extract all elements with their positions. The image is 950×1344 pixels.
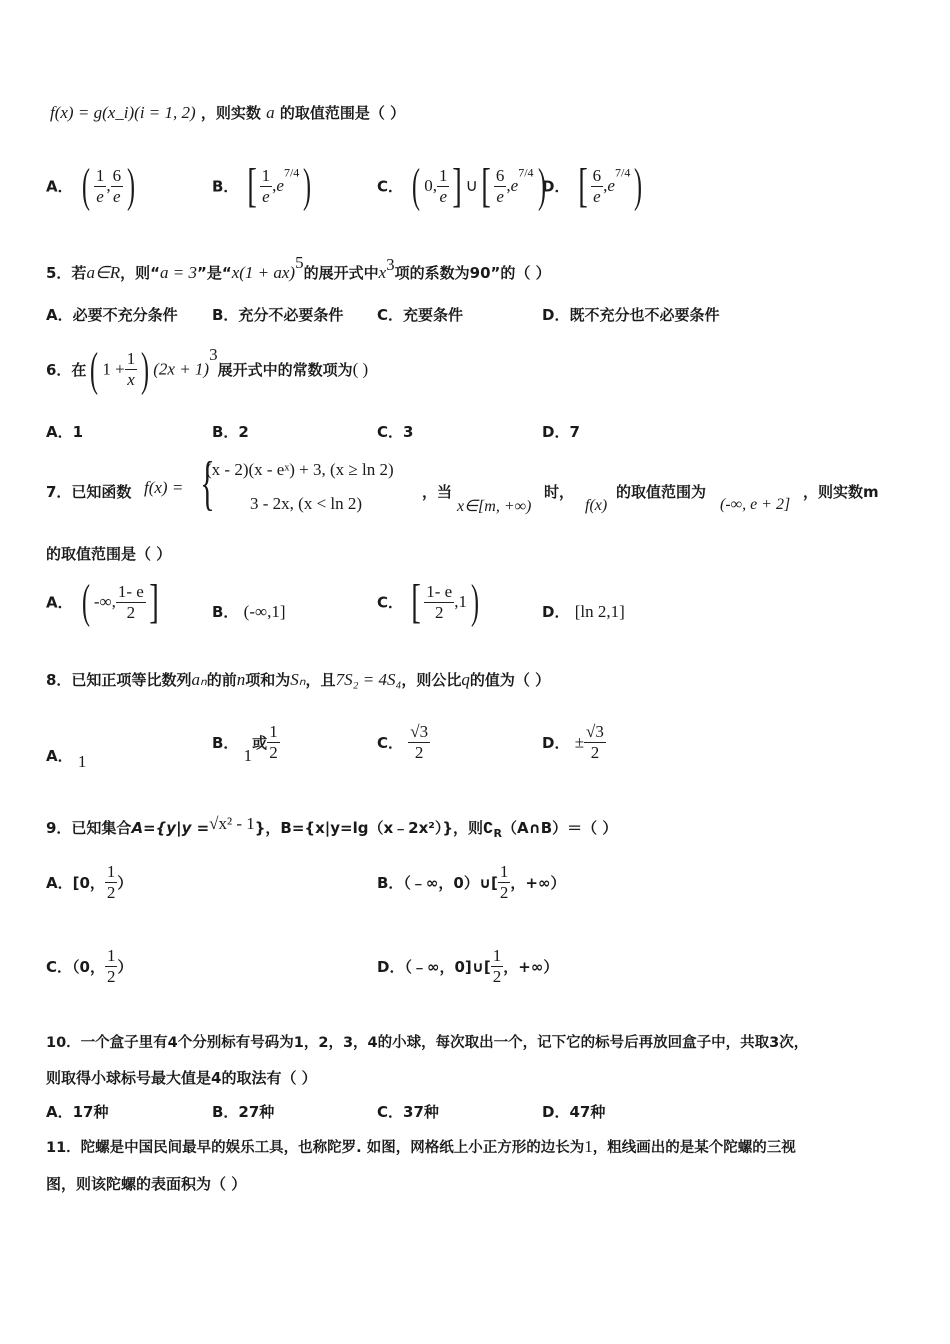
- q7-shi: 时，: [544, 483, 575, 501]
- q4-stem: f(x) = g(x_i)(i = 1, 2) ，则实数 a 的取值范围是（ ）: [50, 103, 406, 122]
- q7-domain: x∈[m, +∞): [457, 498, 532, 515]
- q7-fx2: f(x): [585, 497, 608, 514]
- q7-num: 7．已知函数: [46, 483, 132, 501]
- q7-when: ，当: [422, 483, 453, 501]
- q10-line1: 10．一个盒子里有4个分别标有号码为1，2，3，4的小球，每次取出一个，记下它的标号后再放回盒子中，共取3次，: [46, 1035, 809, 1051]
- q7-option-d[interactable]: D． [ln 2,1]: [542, 602, 625, 621]
- q7-option-b[interactable]: B． (-∞,1]: [212, 602, 286, 621]
- q7-fx: f(x) =: [144, 478, 184, 497]
- q7-piece1: (x - 2)(x - eˣ) + 3, (x ≥ ln 2): [206, 460, 394, 479]
- q4-option-c[interactable]: C． ( 0, $\frac{1}{e}$ ] ∪[ $\frac{6}{e}$ $,e^{7/4}$): [377, 159, 546, 212]
- q6-option-b[interactable]: B．2: [212, 423, 249, 441]
- q9-option-c[interactable]: C．（0， $\frac{1}{2}$ ）: [46, 946, 133, 986]
- q6-option-d[interactable]: D．7: [542, 423, 580, 441]
- q6-option-c[interactable]: C．3: [377, 423, 414, 441]
- q4-stem-math: f(x) = g(x_i)(i = 1, 2): [50, 103, 196, 122]
- q8-option-a[interactable]: A． 1: [46, 747, 87, 771]
- q11-line1: 11．陀螺是中国民间最早的娱乐工具，也称陀罗. 如图，网格纸上小正方形的边长为1，粗线画出的是某个陀螺的三视: [46, 1137, 796, 1156]
- q4-option-b[interactable]: B． [ $\frac{1}{e}$ $,e^{7/4}$): [212, 159, 312, 212]
- q5-stem: 5．若a∈R，则“a = 3”是“x(1 + ax)$^5$的展开式中$x^3$项的系数为90”的（ ）: [46, 253, 551, 282]
- q9-option-d[interactable]: D．（﹣∞，0]∪[ $\frac{1}{2}$ ，+∞）: [377, 946, 559, 986]
- q10-option-b[interactable]: B．27种: [212, 1103, 275, 1121]
- q8-stem: 8．已知正项等比数列aₙ的前n项和为Sₙ，且7S₂ = 4S₄，则公比q的值为（ ）: [46, 670, 551, 689]
- q5-option-d[interactable]: D．既不充分也不必要条件: [542, 306, 720, 324]
- q7-tail: ，则实数m: [803, 483, 879, 501]
- q7-range: (-∞, e + 2]: [720, 496, 791, 513]
- q11-line2: 图，则该陀螺的表面积为（ ）: [46, 1175, 247, 1193]
- q10-option-a[interactable]: A．17种: [46, 1103, 109, 1121]
- q4-option-a[interactable]: A． ( $\frac{1}{e}$ , $\frac{6}{e}$ ): [46, 159, 136, 212]
- q5-option-b[interactable]: B．充分不必要条件: [212, 306, 344, 324]
- q7-brace: {: [200, 450, 215, 516]
- q5-option-c[interactable]: C．充要条件: [377, 306, 464, 324]
- q7-option-c[interactable]: C． [ $\frac{1- e}{2}$ ,1): [377, 575, 479, 628]
- q7-piece2: 3 - 2x, (x < ln 2): [250, 494, 363, 513]
- q10-line2: 则取得小球标号最大值是4的取法有（ ）: [46, 1069, 317, 1087]
- q10-option-c[interactable]: C．37种: [377, 1103, 439, 1121]
- q8-option-b[interactable]: B． 1或 $\frac{1}{2}$: [212, 722, 278, 765]
- q9-option-b[interactable]: B．（﹣∞，0）∪[ $\frac{1}{2}$ ，+∞）: [377, 862, 566, 902]
- q9-option-a[interactable]: A．[0， $\frac{1}{2}$ ）: [46, 862, 133, 902]
- q7-option-a[interactable]: A． ( -∞, $\frac{1- e}{2}$ ]: [46, 575, 159, 628]
- q6-option-a[interactable]: A．1: [46, 423, 84, 441]
- q7-line2: 的取值范围是（ ）: [46, 545, 172, 563]
- q8-option-d[interactable]: D． ± $\frac{√3}{2}$: [542, 722, 604, 762]
- q5-option-a[interactable]: A．必要不充分条件: [46, 306, 178, 324]
- q9-stem: 9．已知集合A={y|y =√x² - 1}，B={x|y=lg（x﹣2x²）}，则$∁_R(A\cap B)=$（ ）: [46, 814, 618, 840]
- q7-range-text: 的取值范围为: [616, 483, 707, 501]
- q6-stem: 6．在( 1 + $\frac{1}{x}$ ) $(2x + 1)^3$展开式中的常数项为( ): [46, 342, 369, 396]
- q10-option-d[interactable]: D．47种: [542, 1103, 606, 1121]
- q4-option-d[interactable]: D． [ $\frac{6}{e}$ $,e^{7/4}$): [542, 159, 643, 212]
- q8-option-c[interactable]: C． $\frac{√3}{2}$: [377, 722, 429, 762]
